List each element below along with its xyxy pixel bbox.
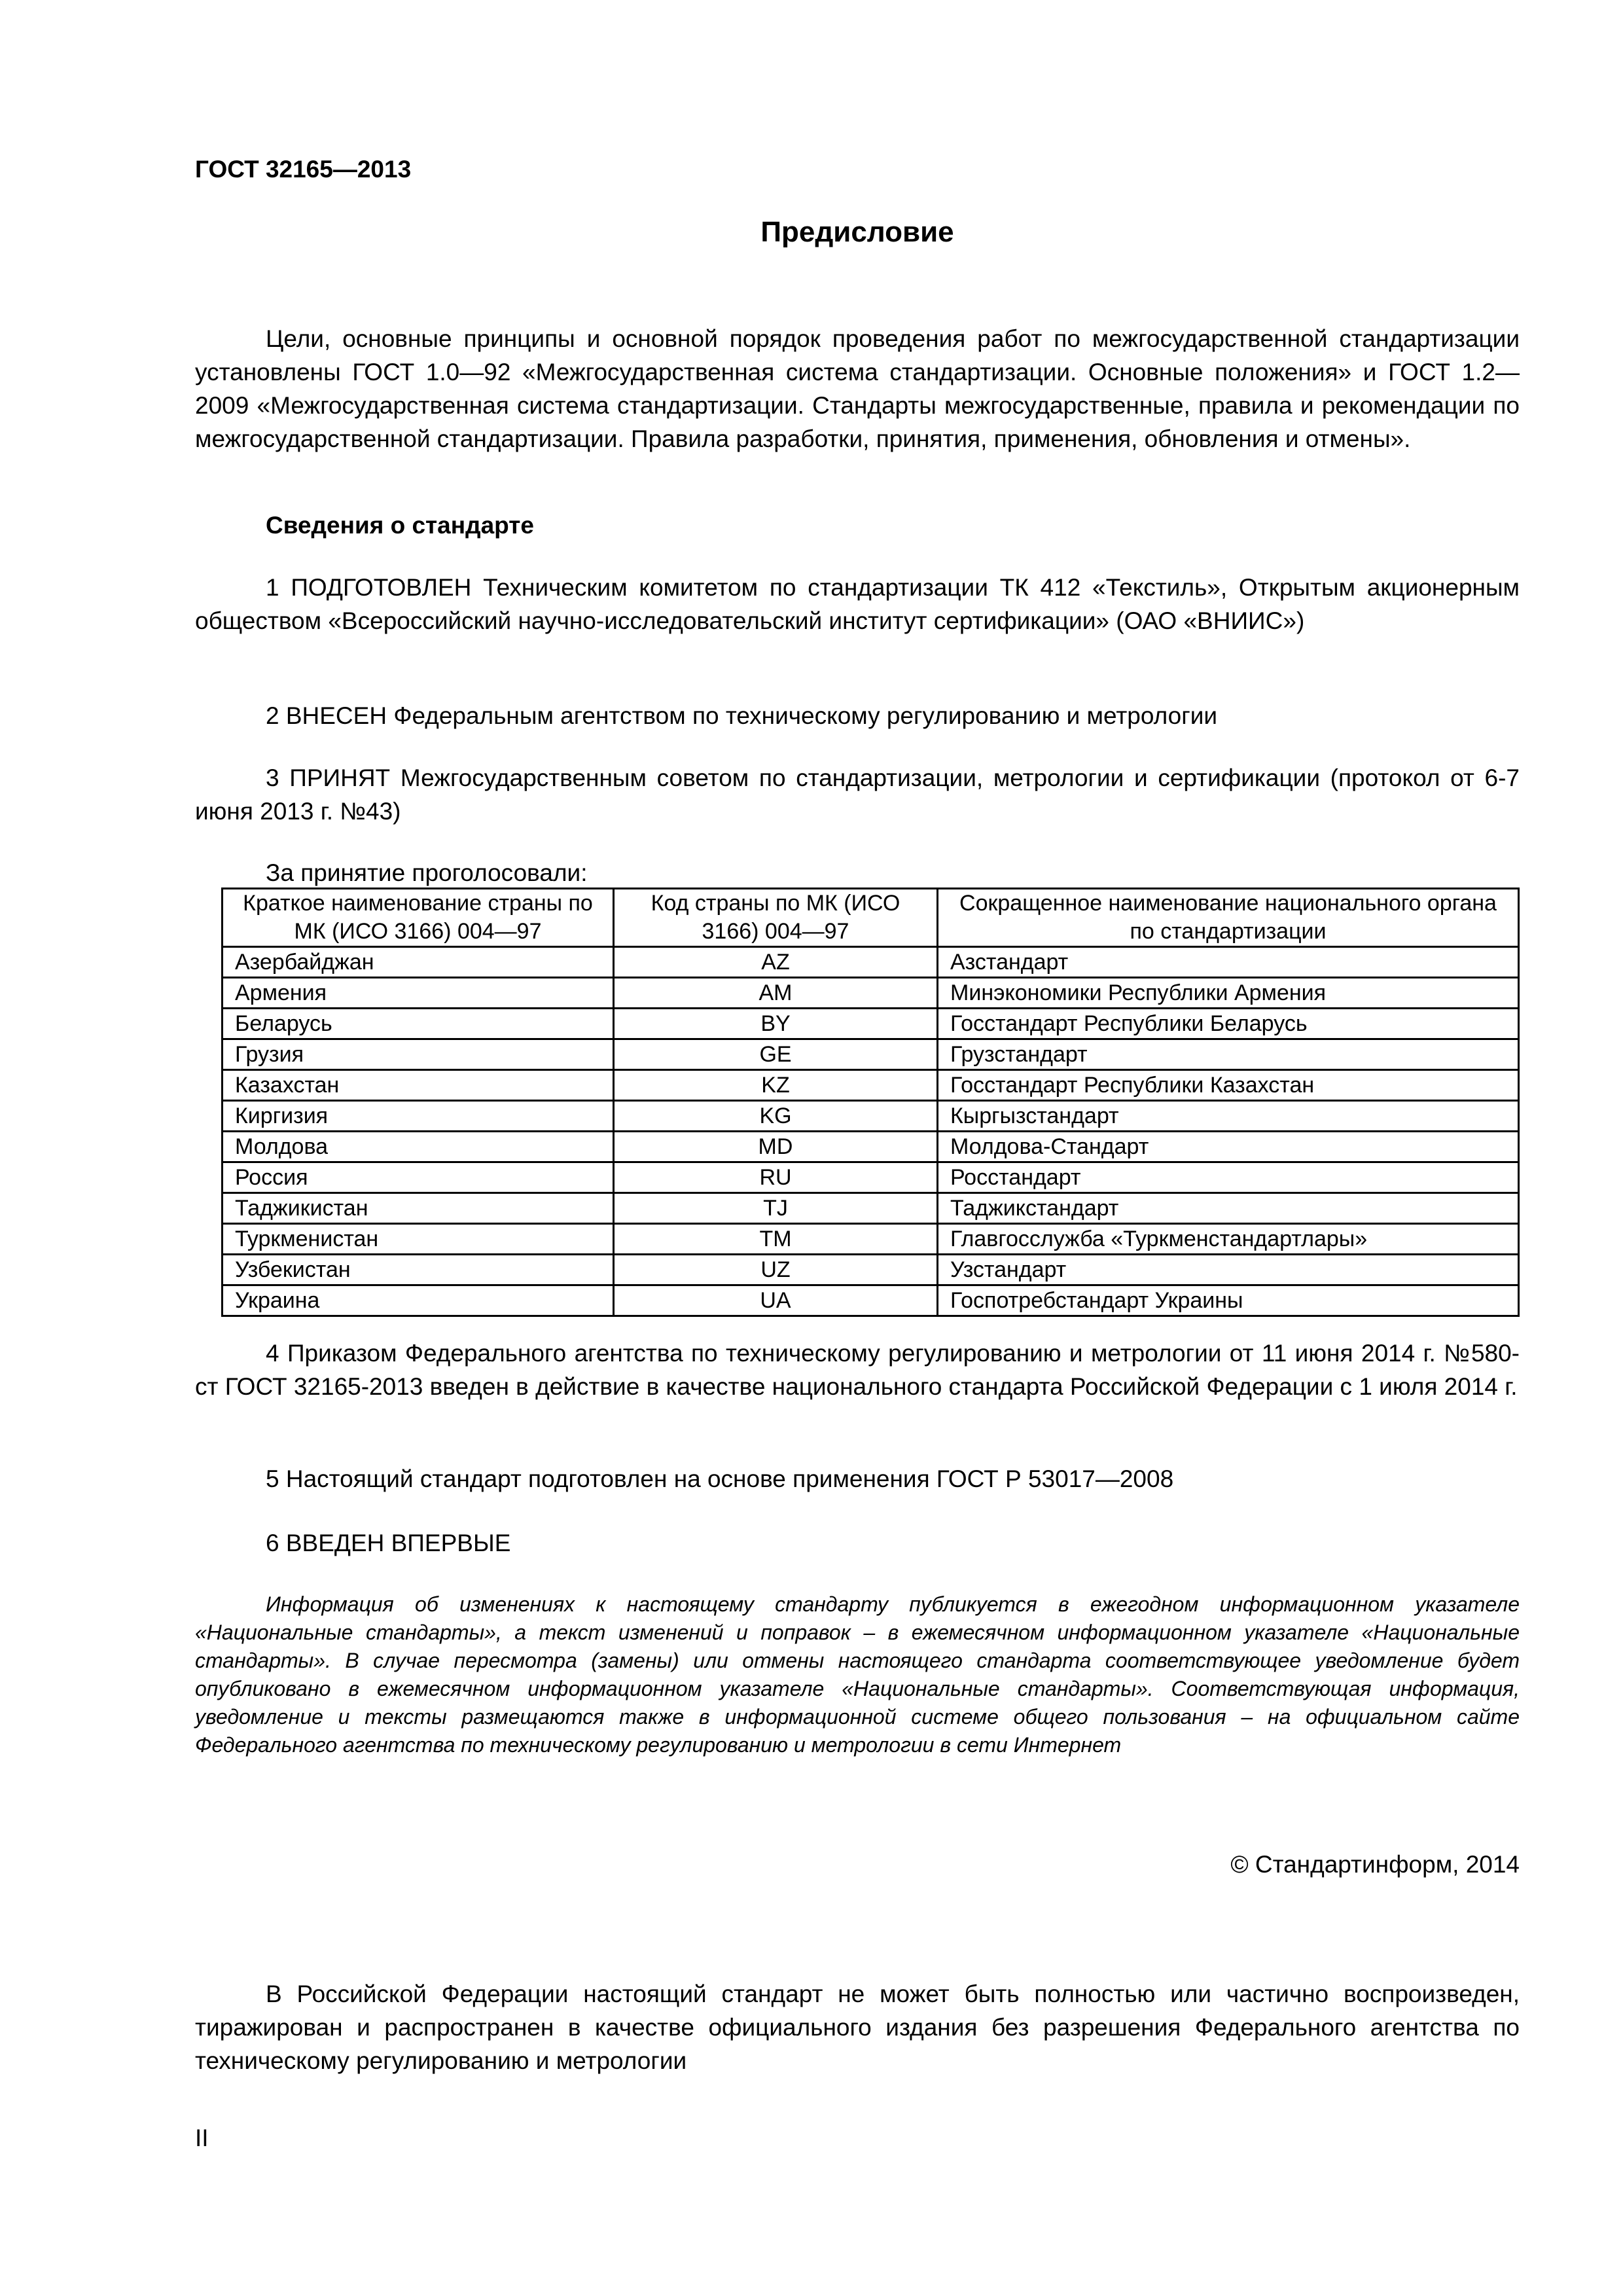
item-6: 6 ВВЕДЕН ВПЕРВЫЕ bbox=[266, 1530, 511, 1556]
code-cell: GE bbox=[614, 1039, 938, 1070]
country-cell: Таджикистан bbox=[223, 1193, 614, 1224]
code-cell: TM bbox=[614, 1224, 938, 1255]
code-cell: TJ bbox=[614, 1193, 938, 1224]
table-row bbox=[223, 1039, 1519, 1070]
body-cell: Росстандарт bbox=[938, 1162, 1519, 1193]
body-cell: Главгосслужба «Туркменстандартлары» bbox=[938, 1224, 1519, 1255]
code-cell: AM bbox=[614, 978, 938, 1009]
column-header-code: Код страны по МК (ИСО 3166) 004—97 bbox=[614, 889, 938, 947]
section-heading: Сведения о стандарте bbox=[266, 512, 534, 539]
country-cell: Украина bbox=[223, 1285, 614, 1316]
table-row bbox=[223, 1193, 1519, 1224]
table-row bbox=[223, 1162, 1519, 1193]
table-row bbox=[223, 947, 1519, 978]
column-header-body: Сокращенное наименование национального органа по стандартизации bbox=[938, 889, 1519, 947]
voting-table bbox=[221, 888, 1520, 1317]
body-cell: Госпотребстандарт Украины bbox=[938, 1285, 1519, 1316]
page-title: Предисловие bbox=[760, 216, 954, 248]
body-cell: Таджикстандарт bbox=[938, 1193, 1519, 1224]
item-5: 5 Настоящий стандарт подготовлен на основе применения ГОСТ Р 53017—2008 bbox=[266, 1465, 1174, 1492]
code-cell: AZ bbox=[614, 947, 938, 978]
page-number: II bbox=[195, 2125, 209, 2151]
table-row bbox=[223, 1255, 1519, 1285]
code-cell: UA bbox=[614, 1285, 938, 1316]
country-cell: Туркменистан bbox=[223, 1224, 614, 1255]
table-row bbox=[223, 1101, 1519, 1132]
code-cell: KZ bbox=[614, 1070, 938, 1101]
table-header-row bbox=[223, 889, 1519, 947]
country-cell: Армения bbox=[223, 978, 614, 1009]
column-header-country: Краткое наименование страны по МК (ИСО 3166) 004—97 bbox=[223, 889, 614, 947]
body-cell: Узстандарт bbox=[938, 1255, 1519, 1285]
table-row bbox=[223, 1224, 1519, 1255]
code-cell: UZ bbox=[614, 1255, 938, 1285]
item-3: 3 ПРИНЯТ Межгосударственным советом по стандартизации, метрологии и сертификации (протокол от 6-7 июня 2013 г. №43) bbox=[195, 764, 1520, 825]
table-row bbox=[223, 1009, 1519, 1039]
document-code: ГОСТ 32165—2013 bbox=[195, 156, 412, 183]
reproduction-restriction: В Российской Федерации настоящий стандарт не может быть полностью или частично воспроизведен, тиражирован и распространен в качестве официального издания без разрешения Федерального агентства по техническому регулированию и метрологии bbox=[195, 1981, 1520, 2074]
country-cell: Грузия bbox=[223, 1039, 614, 1070]
country-cell: Россия bbox=[223, 1162, 614, 1193]
table-row bbox=[223, 978, 1519, 1009]
intro-paragraph: Цели, основные принципы и основной порядок проведения работ по межгосударственной стандартизации установлены ГОСТ 1.0—92 «Межгосударственная система стандартизации. Основные положения» и ГОСТ 1.2—2009 «Межгосударственная система стандартизации. Стандарты межгосударственные, правила и рекомендации по межгосударственной стандартизации. Правила разработки, принятия, применения, обновления и отмены». bbox=[195, 325, 1520, 452]
country-cell: Молдова bbox=[223, 1132, 614, 1162]
table-row bbox=[223, 1132, 1519, 1162]
table-row bbox=[223, 1070, 1519, 1101]
item-2: 2 ВНЕСЕН Федеральным агентством по техническому регулированию и метрологии bbox=[266, 702, 1218, 729]
body-cell: Госстандарт Республики Беларусь bbox=[938, 1009, 1519, 1039]
code-cell: KG bbox=[614, 1101, 938, 1132]
body-cell: Азстандарт bbox=[938, 947, 1519, 978]
country-cell: Киргизия bbox=[223, 1101, 614, 1132]
code-cell: BY bbox=[614, 1009, 938, 1039]
body-cell: Грузстандарт bbox=[938, 1039, 1519, 1070]
country-cell: Казахстан bbox=[223, 1070, 614, 1101]
country-cell: Азербайджан bbox=[223, 947, 614, 978]
item-4: 4 Приказом Федерального агентства по техническому регулированию и метрологии от 11 июня 2014 г. №580-ст ГОСТ 32165-2013 введен в действие в качестве национального стандарта Российской Федерации с 1 июля 2014 г. bbox=[195, 1340, 1520, 1400]
body-cell: Молдова-Стандарт bbox=[938, 1132, 1519, 1162]
country-cell: Узбекистан bbox=[223, 1255, 614, 1285]
amendments-notice: Информация об изменениях к настоящему стандарту публикуется в ежегодном информационном указателе «Национальные стандарты», а текст изменений и поправок – в ежемесячном информационном указателе «Национальные стандарты». В случае пересмотра (замены) или отмены настоящего стандарта соответствующее уведомление будет опубликовано в ежемесячном информационном указателе «Национальные стандарты». Соответствующая информация, уведомление и тексты размещаются также в информационной системе общего пользования – на официальном сайте Федерального агентства по техническому регулированию и метрологии в сети Интернет bbox=[195, 1592, 1520, 1757]
body-cell: Кыргызстандарт bbox=[938, 1101, 1519, 1132]
code-cell: RU bbox=[614, 1162, 938, 1193]
table-row bbox=[223, 1285, 1519, 1316]
body-cell: Госстандарт Республики Казахстан bbox=[938, 1070, 1519, 1101]
copyright: © Стандартинформ, 2014 bbox=[1230, 1851, 1520, 1878]
code-cell: MD bbox=[614, 1132, 938, 1162]
body-cell: Минэкономики Республики Армения bbox=[938, 978, 1519, 1009]
item-1: 1 ПОДГОТОВЛЕН Техническим комитетом по стандартизации ТК 412 «Текстиль», Открытым акционерным обществом «Всероссийский научно-исследовательский институт сертификации» (ОАО «ВНИИС») bbox=[195, 574, 1520, 634]
country-cell: Беларусь bbox=[223, 1009, 614, 1039]
vote-label: За принятие проголосовали: bbox=[266, 859, 588, 886]
